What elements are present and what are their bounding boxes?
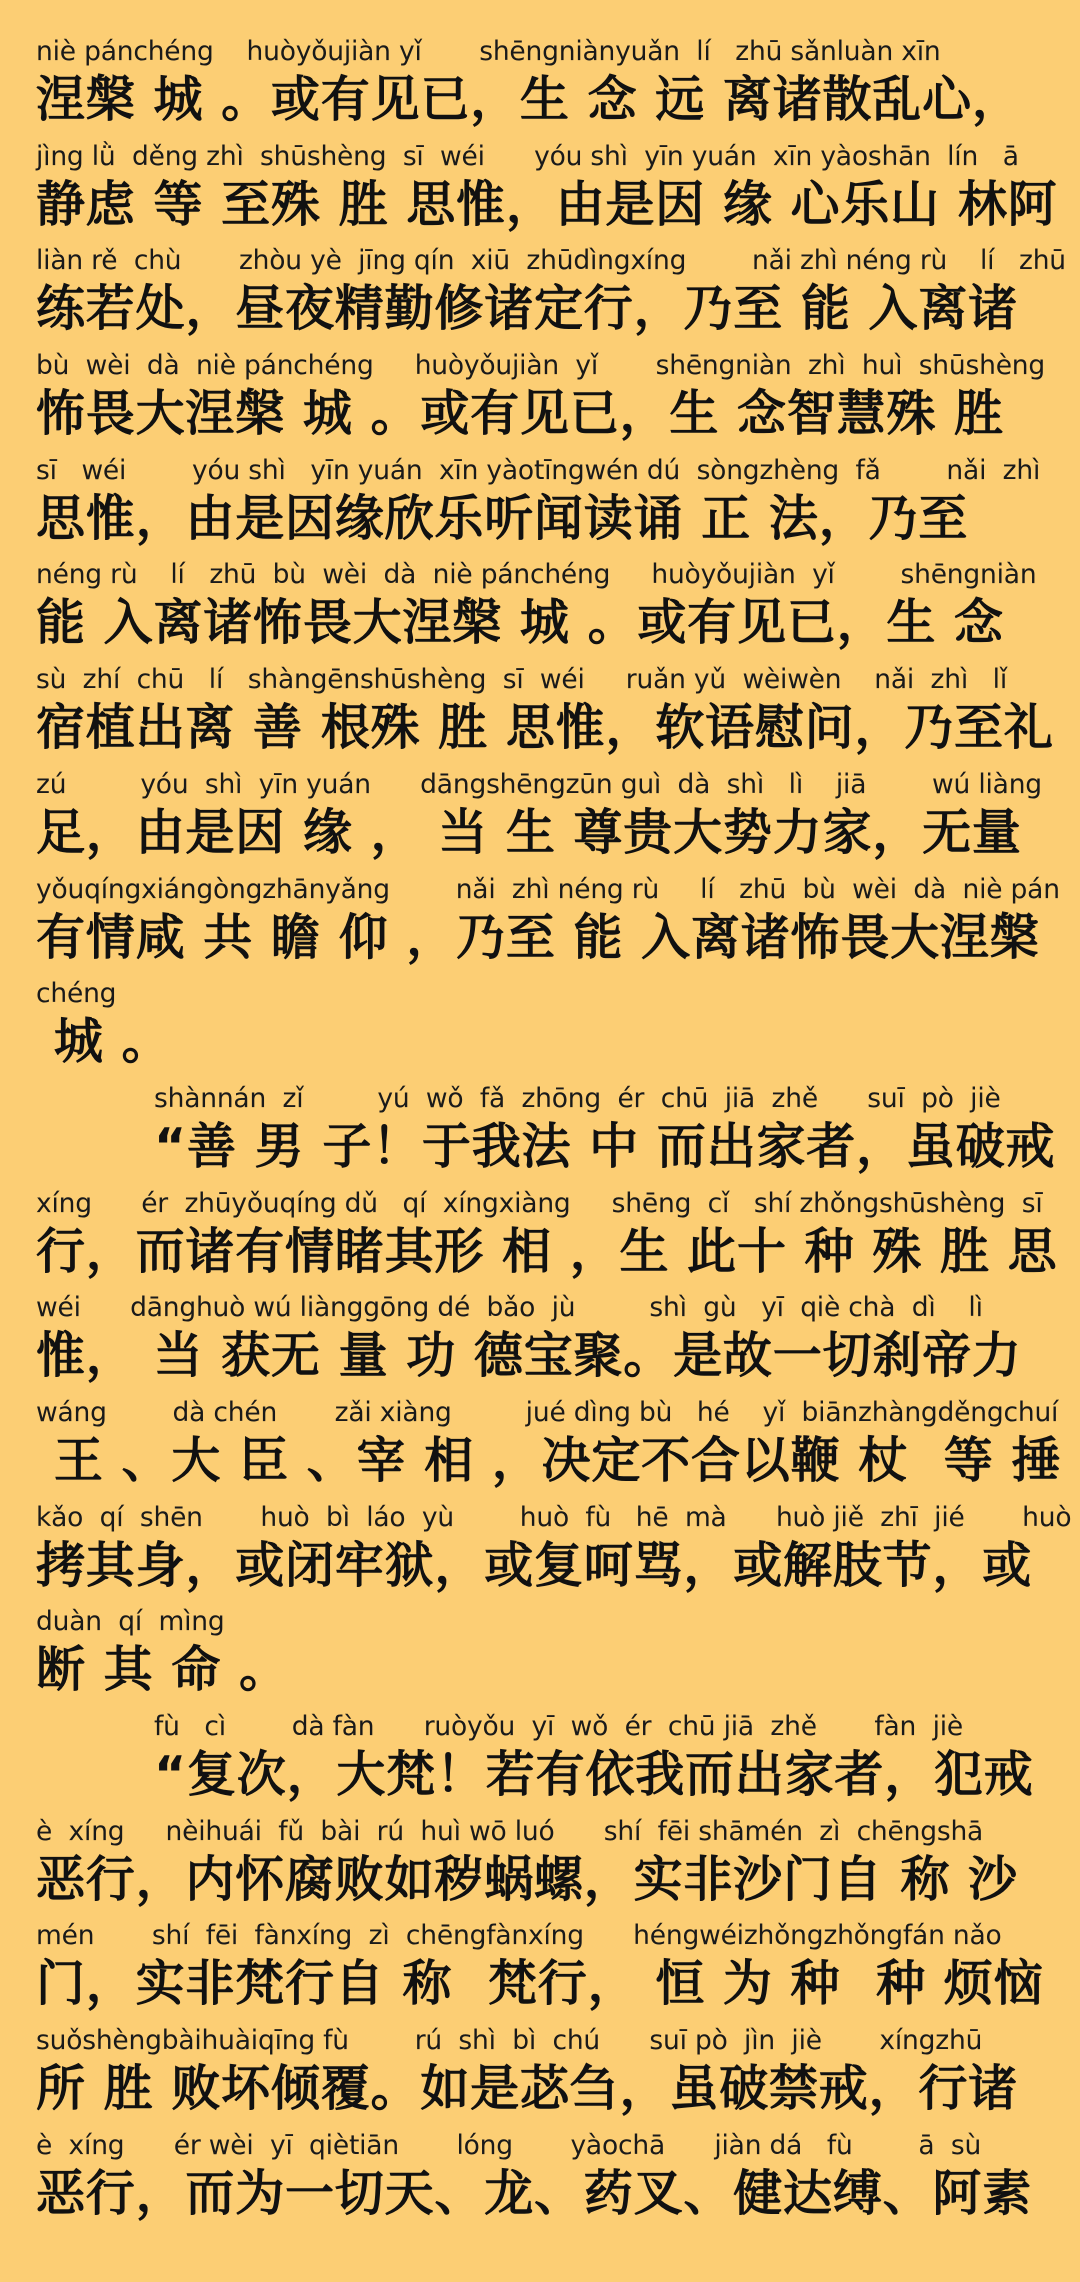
pinyin-line: chéng [36,978,117,1010]
text-line [36,141,1080,246]
pinyin-line: wéi dānghuò wú liànggōng dé bǎo jù shì gù yī qiè chà dì lì [36,1292,983,1324]
text-line [36,36,1080,141]
pinyin-line: fù cì dà fàn ruòyǒu yī wǒ ér chū jiā zhě fàn jiè [154,1711,964,1742]
pinyin-line: zú yóu shì yīn yuán dāngshēngzūn guì dà shì lì jiā wú liàng [36,768,1042,800]
hanzi-line: 思惟，由是因缘欣乐听闻读诵 正 法，乃至 [36,489,969,547]
hanzi-line: 练若处，昼夜精勤修诸定行，乃至 能 入离诸 [36,280,1018,338]
text-line [36,455,1080,560]
pinyin-line: sù zhí chū lí shàngēnshūshèng sī wéi ruǎn yǔ wèiwèn nǎi zhì lǐ [36,664,1007,696]
text-line [36,1816,1080,1921]
hanzi-line: 城 。 [36,1013,172,1071]
hanzi-line: 门，实非梵行自 称 梵行， 恒 为 种 种 烦恼 [36,1955,1044,2013]
text-line [36,1502,1080,1607]
hanzi-line: 涅槃 城 。或有见已，生 念 远 离诸散乱心， [36,71,1022,128]
hanzi-line: “善 男 子！于我法 中 而出家者，虽破戒 [154,1117,1056,1175]
text-line [36,559,1080,664]
hanzi-line: 静虑 等 至殊 胜 思惟，由是因 缘 心乐山 林阿 [36,175,1058,233]
hanzi-line: 足，由是因 缘 ， 当 生 尊贵大势力家，无量 [36,803,1022,861]
hanzi-line: “复次，大梵！若有依我而出家者，犯戒 [154,1746,1034,1803]
hanzi-line: 所 胜 败坏倾覆。如是苾刍，虽破禁戒，行诸 [36,2060,1018,2118]
pinyin-line: néng rù lí zhū bù wèi dà niè pánchéng huòyǒujiàn yǐ shēngniàn [36,559,1037,591]
text-line [36,1083,1080,1188]
pinyin-line: duàn qí mìng [36,1606,225,1638]
hanzi-line: 王 、大 臣 、宰 相 ，决定不合以鞭 杖 等 捶 [36,1431,1062,1489]
text-line [36,2130,1080,2235]
hanzi-line: 宿植出离 善 根殊 胜 思惟，软语慰问，乃至礼 [36,699,1054,757]
pinyin-line: yǒuqíngxiángòngzhānyǎng nǎi zhì néng rù lí zhū bù wèi dà niè pán [36,873,1060,905]
pinyin-line: liàn rě chù zhòu yè jīng qín xiū zhūdìngxíng nǎi zhì néng rù lí zhū [36,245,1066,277]
pinyin-line: xíng ér zhūyǒuqíng dǔ qí xíngxiàng shēng cǐ shí zhǒngshūshèng sī [36,1187,1043,1219]
text-line [36,2025,1080,2130]
pinyin-line: è xíng nèihuái fǔ bài rú huì wō luó shí fēi shāmén zì chēngshā [36,1815,984,1847]
hanzi-line: 行，而诸有情睹其形 相 ，生 此十 种 殊 胜 思 [36,1222,1058,1280]
pinyin-line: kǎo qí shēn huò bì láo yù huò fù hē mà huò jiě zhī jié huò [36,1501,1072,1533]
pinyin-line: mén shí fēi fànxíng zì chēngfànxíng héngwéizhǒngzhǒngfán nǎo [36,1920,1002,1952]
pinyin-line: sī wéi yóu shì yīn yuán xīn yàotīngwén dú sòngzhèng fǎ nǎi zhì [36,454,1041,486]
text-line [36,1711,1080,1816]
hanzi-line: 怖畏大涅槃 城 。或有见已，生 念智慧殊 胜 [36,385,1004,443]
pinyin-line: è xíng ér wèi yī qiètiān lóng yàochā jiàn dá fù ā sù [36,2129,982,2161]
pinyin-line: bù wèi dà niè pánchéng huòyǒujiàn yǐ shēngniàn zhì huì shūshèng [36,350,1046,382]
pinyin-line: wáng dà chén zǎi xiàng jué dìng bù hé yǐ biānzhàngděngchuí [36,1396,1059,1428]
hanzi-line: 恶行，而为一切天、龙、药叉、健达缚、阿素 [36,2164,1033,2222]
hanzi-line: 拷其身，或闭牢狱，或复呵骂，或解肢节，或 [36,1536,1033,1594]
pinyin-line: suǒshèngbàihuàiqīng fù rú shì bì chú suī pò jìn jiè xíngzhū [36,2025,983,2057]
pinyin-line: shànnán zǐ yú wǒ fǎ zhōng ér chū jiā zhě suī pò jiè [154,1082,1001,1114]
pinyin-line: niè pánchéng huòyǒujiàn yǐ shēngniànyuǎn lí zhū sǎnluàn xīn [36,36,941,67]
text-line [36,350,1080,455]
text-line [36,1188,1080,1293]
hanzi-line: 能 入离诸怖畏大涅槃 城 。或有见已，生 念 [36,594,1004,652]
pinyin-line: jìng lǜ děng zhì shūshèng sī wéi yóu shì yīn yuán xīn yàoshān lín ā [36,140,1019,172]
text-line [36,978,1080,1083]
text-line [36,1292,1080,1397]
hanzi-line: 断 其 命 。 [36,1641,289,1699]
hanzi-line: 有情咸 共 瞻 仰 ，乃至 能 入离诸怖畏大涅槃 [36,908,1040,966]
text-line [36,245,1080,350]
text-line [36,664,1080,769]
text-line [36,1606,1080,1711]
text-line [36,1920,1080,2025]
hanzi-line: 惟， 当 获无 量 功 德宝聚。是故一切刹帝力 [36,1327,1022,1385]
hanzi-line: 恶行，内怀腐败如秽蜗螺，实非沙门自 称 沙 [36,1850,1018,1908]
text-line [36,1397,1080,1502]
text-line [36,874,1080,979]
text-line [36,769,1080,874]
